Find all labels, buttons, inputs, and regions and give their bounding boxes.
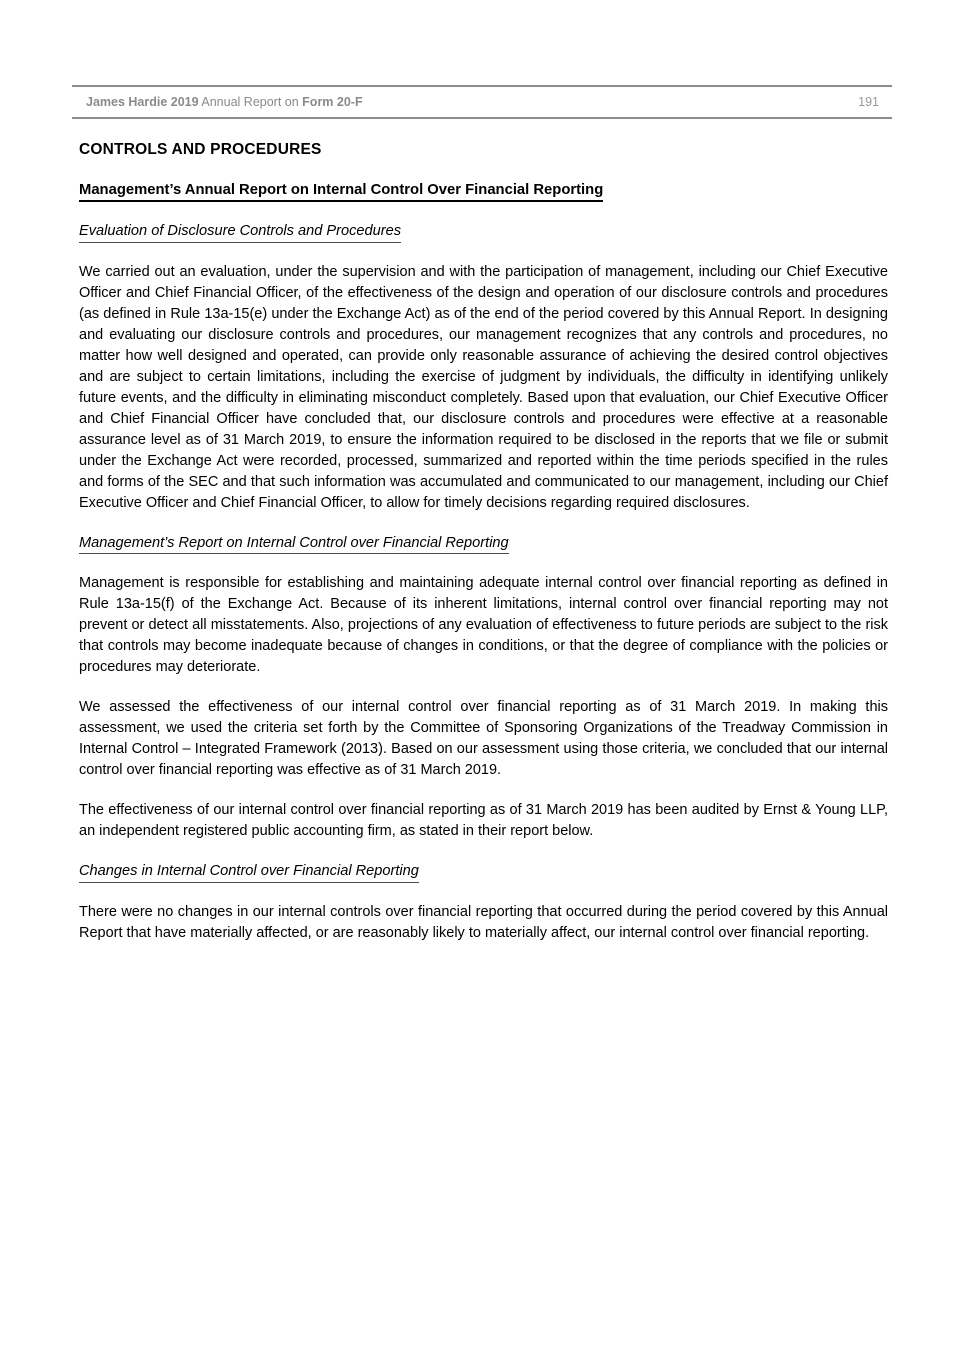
report-title-form: Form 20-F [302,95,363,109]
report-title-middle: Annual Report on [201,95,299,109]
report-title-brand: James Hardie 2019 [86,95,199,109]
paragraph-evaluation: We carried out an evaluation, under the supervision and with the participation of management, including our Chief Executive Officer and Chief Financial Officer, of the effectiveness of the design and operation of our disclosure controls and procedures (as defined in Rule 13a-15(e) under the Exchange Act) as of the end of the period covered by this Annual Report. In designing and evaluating our disclosure controls and procedures, our management recognizes that any controls and procedures, no matter how well designed and operated, can provide only reasonable assurance of achieving the desired control objectives and are subject to certain limitations, including the exercise of judgment by individuals, the difficulty in identifying unlikely future events, and the difficulty in eliminating misconduct completely. Based upon that evaluation, our Chief Executive Officer and Chief Financial Officer have concluded that, our disclosure controls and procedures were effective at a reasonable assurance level as of 31 March 2019, to ensure the information required to be disclosed in the reports that we file or submit under the Exchange Act were recorded, processed, summarized and reported within the time periods specified in the rules and forms of the SEC and that such information was accumulated and communicated to our management, including our Chief Executive Officer and Chief Financial Officer, to allow for timely decisions regarding required disclosures. [79,263,888,511]
page-header [72,85,892,119]
page-number: 191 [858,95,879,109]
report-title [86,95,363,109]
section-subtitle-text: Management’s Annual Report on Internal Control Over Financial Reporting [79,181,603,202]
paragraph-effectiveness-audited: The effectiveness of our internal control over financial reporting as of 31 March 2019 has been audited by Ernst & Young LLP, an independent registered public accounting firm, as stated in their report below. [79,802,888,839]
paragraph-management-responsible: Management is responsible for establishing and maintaining adequate internal control over financial reporting as defined in Rule 13a-15(f) of the Exchange Act. Because of its inherent limitations, internal control over financial reporting may not prevent or detect all misstatements. Also, projections of any evaluation of effectiveness to future periods are subject to the risk that controls may become inadequate because of changes in conditions, or that the degree of compliance with the policies or procedures may deteriorate. [79,575,888,675]
paragraph-no-changes: There were no changes in our internal controls over financial reporting that occurred during the period covered by this Annual Report that have materially affected, or are reasonably likely to materially affect, our internal control over financial reporting. [79,903,888,941]
page-title: CONTROLS AND PROCEDURES [79,141,322,158]
section-subtitle [79,181,888,202]
heading-changes-in-internal-control: Changes in Internal Control over Financial Reporting [79,862,888,883]
heading-managements-report: Management’s Report on Internal Control over Financial Reporting [79,534,888,555]
paragraph-we-assessed: We assessed the effectiveness of our internal control over financial reporting as of 31 March 2019. In making this assessment, we used the criteria set forth by the Committee of Sponsoring Organizations of the Treadway Commission in Internal Control – Integrated Framework (2013). Based on our assessment using those criteria, we concluded that our internal control over financial reporting was effective as of 31 March 2019. [79,699,888,778]
heading-evaluation-of-disclosure-controls: Evaluation of Disclosure Controls and Procedures [79,222,888,243]
